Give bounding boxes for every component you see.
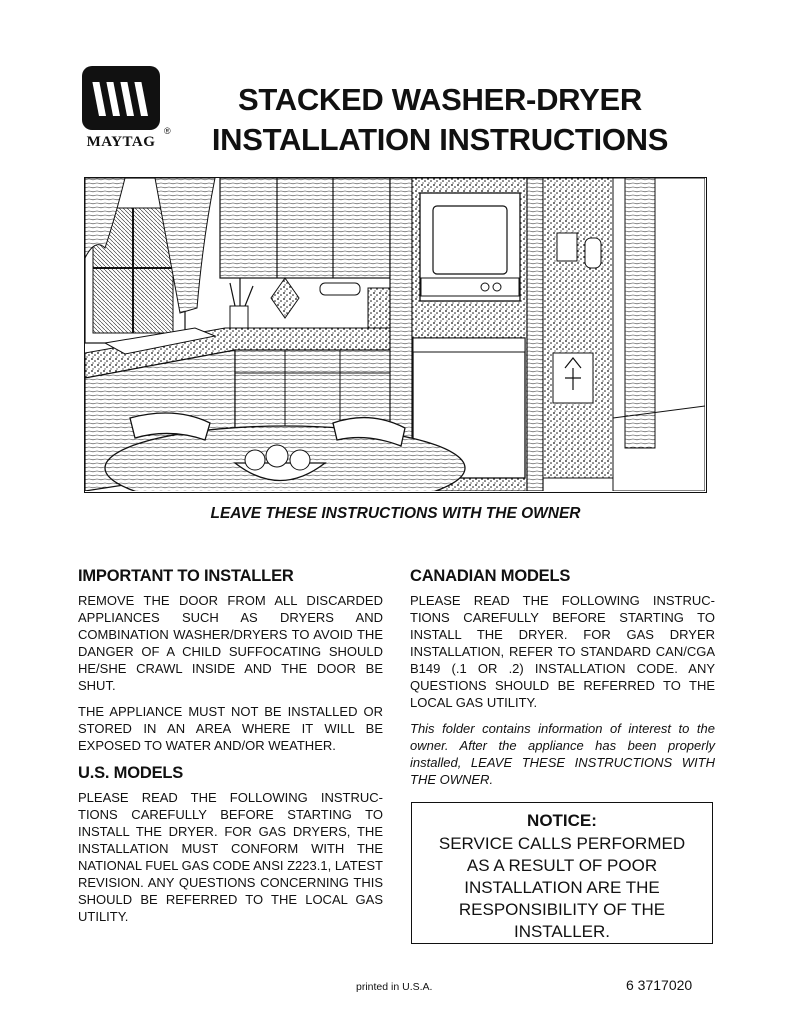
- important-heading: IMPORTANT TO INSTALLER: [78, 567, 294, 585]
- part-number: 6 3717020: [626, 977, 693, 993]
- canadian-models-heading: CANADIAN MODELS: [410, 567, 571, 585]
- canadian-models-paragraph: PLEASE READ THE FOLLOWING INSTRUC-TIONS CAREFULLY BEFORE STARTING TO INSTALL THE DRYER. FOR GAS DRYER INSTALLATION, REFER TO STANDARD CAN/CGA B149 (.1 OR .2) INSTALLATION CODE. ANY QUESTIONS SHOULD BE REFERRED TO THE LOCAL GAS UTILITY.: [410, 593, 715, 710]
- registered-mark: ®: [164, 126, 171, 136]
- notice-line: AS A RESULT OF POOR: [466, 856, 658, 875]
- brand-wordmark: MAYTAG: [86, 134, 156, 150]
- notice-heading: NOTICE:: [527, 811, 597, 830]
- kitchen-scene-drawing: [85, 178, 705, 491]
- page-title: [190, 80, 690, 160]
- title-line-1: STACKED WASHER-DRYER: [238, 82, 642, 117]
- title-line-2: INSTALLATION INSTRUCTIONS: [211, 122, 669, 157]
- kitchen-illustration: [84, 177, 707, 493]
- right-column: [410, 566, 715, 797]
- important-paragraph-2: THE APPLIANCE MUST NOT BE INSTALLED OR STORED IN AN AREA WHERE IT WILL BE EXPOSED TO WATER AND/OR WEATHER.: [78, 704, 383, 753]
- important-paragraph-1: REMOVE THE DOOR FROM ALL DISCARDED APPLIANCES SUCH AS DRYERS AND COMBINATION WASHER/DRYERS TO AVOID THE DANGER OF A CHILD SUFFOCATING SHOULD HE/SHE CRAWL INSIDE AND THE DOOR BE SHUT.: [78, 593, 383, 693]
- notice-line: INSTALLER.: [513, 922, 611, 941]
- printed-in-label: printed in U.S.A.: [356, 981, 433, 993]
- maytag-logo: [78, 66, 171, 156]
- notice-line: RESPONSIBILITY OF THE: [458, 900, 666, 919]
- notice-body: [412, 833, 712, 943]
- notice-line: INSTALLATION ARE THE: [464, 878, 660, 897]
- maytag-logo-mark: [82, 66, 160, 130]
- notice-line: SERVICE CALLS PERFORMED: [438, 834, 686, 853]
- owner-note: This folder contains information of interest to the owner. After the appliance has been properly installed, LEAVE THESE INSTRUCTIONS WITH THE OWNER.: [410, 721, 715, 787]
- caption-leave-instructions: LEAVE THESE INSTRUCTIONS WITH THE OWNER: [210, 505, 581, 522]
- notice-box: [411, 802, 713, 944]
- left-column: [78, 566, 383, 934]
- us-models-heading: U.S. MODELS: [78, 764, 184, 782]
- us-models-paragraph: PLEASE READ THE FOLLOWING INSTRUC-TIONS CAREFULLY BEFORE STARTING TO INSTALL THE DRYER. FOR GAS DRYERS, THE INSTALLATION MUST CONFORM WITH THE NATIONAL FUEL GAS CODE ANSI Z223.1, LATEST REVISION. ANY QUESTIONS CONCERNING THIS SHOULD BE REFERRED TO THE LOCAL GAS UTILITY.: [78, 790, 383, 924]
